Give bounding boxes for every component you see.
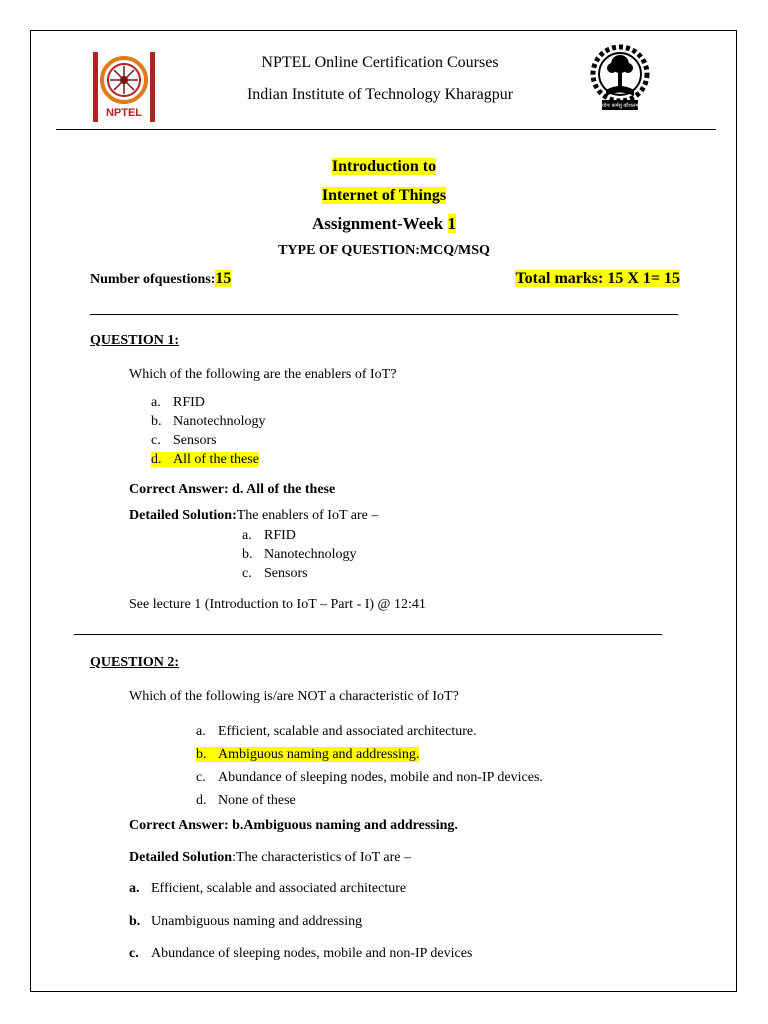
iit-kgp-logo — [590, 44, 650, 122]
q1-solution-item: c. Sensors — [242, 566, 308, 581]
q2-option-c: c. Abundance of sleeping nodes, mobile and non-IP devices. — [196, 770, 543, 785]
section-rule-2 — [74, 634, 662, 635]
q2-option-b: b. Ambiguous naming and addressing. — [196, 747, 420, 762]
question-2-heading: QUESTION 2: — [90, 655, 180, 670]
q1-solution-item: a. RFID — [242, 528, 296, 543]
iit-logo-motto: योगः कर्मसु कौशलम् — [602, 103, 638, 109]
q2-option-d: d. None of these — [196, 793, 296, 808]
question-1-heading: QUESTION 1: — [90, 333, 180, 348]
nptel-logo — [90, 50, 158, 124]
question-2-options — [196, 722, 543, 810]
header-rule — [56, 129, 716, 130]
question-1-solution-items — [242, 526, 357, 583]
q2-option-a: a. Efficient, scalable and associated architecture. — [196, 724, 477, 739]
total-marks: Total marks: 15 X 1= 15 — [515, 270, 680, 287]
question-1-solution: Detailed Solution:The enablers of IoT are – — [129, 508, 379, 523]
question-2-text: Which of the following is/are NOT a characteristic of IoT? — [129, 689, 459, 704]
q1-option-b: b. Nanotechnology — [151, 414, 266, 429]
q1-option-d: d. All of the these — [151, 452, 259, 467]
q2-solution-item-a: a. Efficient, scalable and associated architecture — [129, 881, 407, 896]
q2-solution-item-b: b. Unambiguous naming and addressing — [129, 914, 363, 929]
q2-solution-item-c: c. Abundance of sleeping nodes, mobile and non-IP devices — [129, 946, 473, 961]
header-line-2: Indian Institute of Technology Kharagpur — [246, 86, 514, 103]
section-rule-1 — [90, 314, 678, 315]
question-2-correct-answer: Correct Answer: b.Ambiguous naming and addressing. — [129, 818, 458, 833]
question-1-text: Which of the following are the enablers of IoT? — [129, 367, 397, 382]
header-line-1: NPTEL Online Certification Courses — [261, 54, 499, 71]
question-1-options — [151, 393, 266, 469]
question-1-correct-answer: Correct Answer: d. All of the these — [129, 482, 336, 497]
q1-option-c: c. Sensors — [151, 433, 217, 448]
q1-option-a: a. RFID — [151, 395, 205, 410]
question-type: TYPE OF QUESTION:MCQ/MSQ — [278, 243, 490, 258]
course-title-line-2: Internet of Things — [321, 187, 447, 204]
question-1-reference: See lecture 1 (Introduction to IoT – Part - I) @ 12:41 — [129, 597, 426, 612]
number-of-questions: Number ofquestions:15 — [90, 270, 232, 287]
q1-solution-item: b. Nanotechnology — [242, 547, 357, 562]
nptel-logo-text: NPTEL — [105, 107, 143, 119]
assignment-title: Assignment-Week 1 — [311, 214, 457, 233]
course-title-line-1: Introduction to — [331, 158, 437, 175]
question-2-solution: Detailed Solution:The characteristics of IoT are – — [129, 850, 412, 865]
